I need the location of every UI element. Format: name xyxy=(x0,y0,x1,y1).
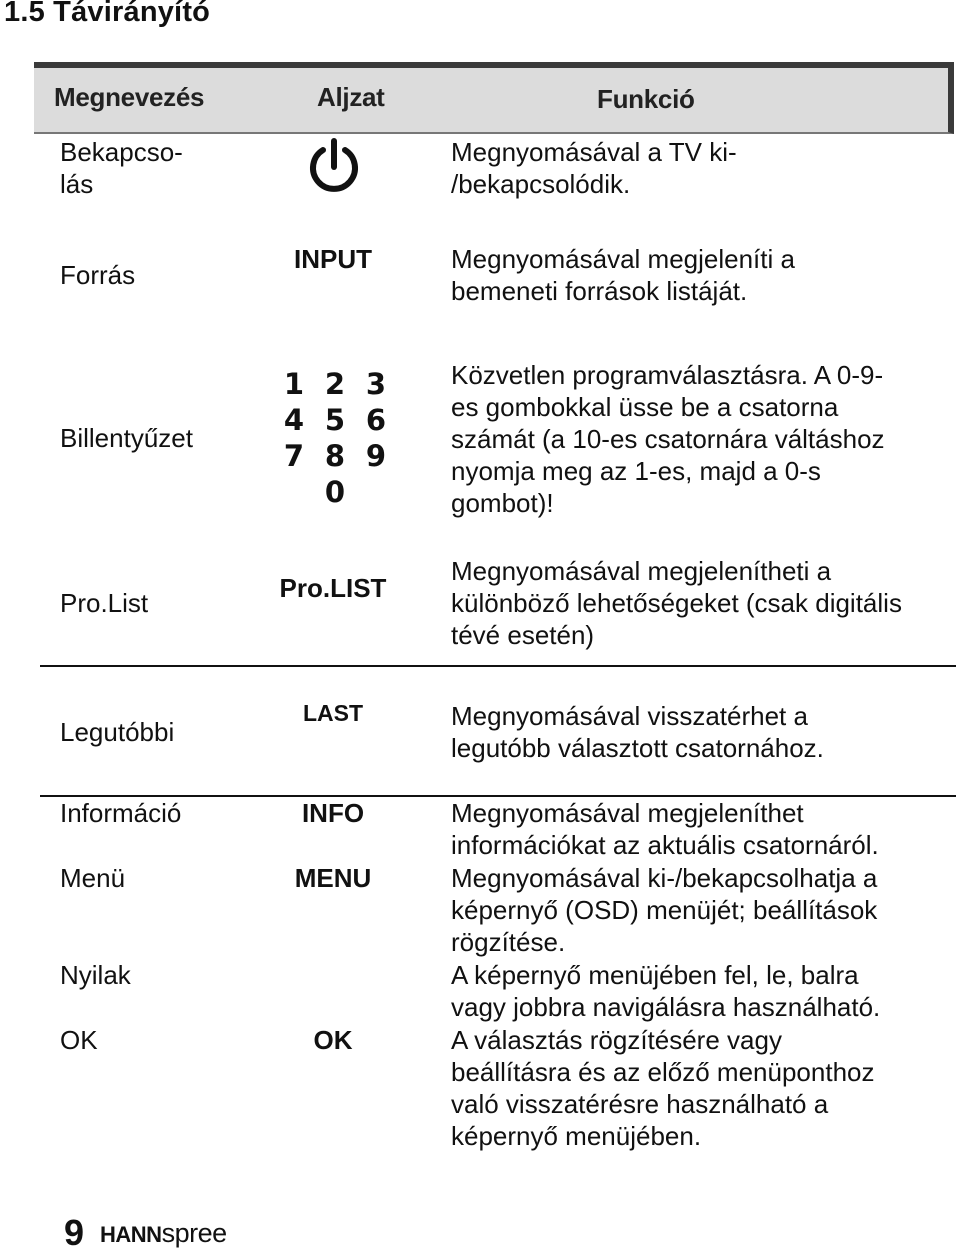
keypad-icon xyxy=(279,366,391,510)
row-name-source: Forrás xyxy=(60,260,136,290)
function-line: képernyő (OSD) menüjét; beállítások xyxy=(451,895,878,925)
key-3: 3 xyxy=(365,367,387,401)
row-name-arrows: Nyilak xyxy=(60,960,131,990)
row-name-line: lás xyxy=(60,169,94,199)
function-line: tévé esetén) xyxy=(451,620,595,650)
row-function-source xyxy=(451,243,795,307)
row-divider xyxy=(40,665,956,667)
row-function-info xyxy=(451,797,879,861)
row-function-power xyxy=(451,136,737,200)
power-icon xyxy=(306,137,362,197)
last-key-label: LAST xyxy=(302,700,364,726)
function-line: információkat az aktuális csatornáról. xyxy=(451,830,879,860)
row-name-keypad: Billentyűzet xyxy=(60,423,193,453)
prolist-key-label: Pro.LIST xyxy=(279,573,387,603)
row-function-ok xyxy=(451,1024,875,1152)
function-line: A választás rögzítésére vagy xyxy=(451,1025,782,1055)
function-line: /bekapcsolódik. xyxy=(451,169,631,199)
page-number: 9 xyxy=(64,1212,85,1253)
section-title: 1.5 Távirányító xyxy=(4,0,211,28)
function-line: Megnyomásával megjeleníthet xyxy=(451,798,804,828)
row-function-arrows xyxy=(451,959,880,1023)
header-name: Megnevezés xyxy=(54,82,205,112)
info-key-label: INFO xyxy=(301,798,365,828)
row-name-menu: Menü xyxy=(60,863,126,893)
row-name-last: Legutóbbi xyxy=(60,717,175,747)
row-function-keypad xyxy=(451,359,885,519)
row-name-ok: OK xyxy=(60,1025,98,1055)
function-line: Megnyomásával visszatérhet a xyxy=(451,701,808,731)
function-line: gombot)! xyxy=(451,488,554,518)
function-line: nyomja meg az 1-es, majd a 0-s xyxy=(451,456,821,486)
row-function-menu xyxy=(451,862,877,958)
row-name-power xyxy=(60,136,183,200)
function-line: es gombokkal üsse be a csatorna xyxy=(451,392,839,422)
key-6: 6 xyxy=(365,403,387,437)
function-line: Megnyomásával ki-/bekapcsolhatja a xyxy=(451,863,878,893)
row-name-prolist: Pro.List xyxy=(60,588,149,618)
menu-key-label: MENU xyxy=(294,863,372,893)
function-line: legutóbb választott csatornához. xyxy=(451,733,824,763)
function-line: különböző lehetőségeket (csak digitális xyxy=(451,588,902,618)
function-line: Közvetlen programválasztásra. A 0-9- xyxy=(451,360,884,390)
input-key-label: INPUT xyxy=(294,244,372,274)
row-function-last xyxy=(451,700,824,764)
row-name-info: Információ xyxy=(60,798,182,828)
function-line: A képernyő menüjében fel, le, balra xyxy=(451,960,859,990)
function-line: rögzítése. xyxy=(451,927,566,957)
function-line: számát (a 10-es csatornára váltáshoz xyxy=(451,424,885,454)
row-name-line: Bekapcso- xyxy=(60,137,183,167)
key-1: 1 xyxy=(283,367,305,401)
key-9: 9 xyxy=(365,439,387,473)
key-4: 4 xyxy=(283,403,305,437)
function-line: bemeneti források listáját. xyxy=(451,276,748,306)
brand-logo xyxy=(100,1216,250,1248)
header-socket: Aljzat xyxy=(317,82,385,112)
function-line: Megnyomásával megjelenítheti a xyxy=(451,556,832,586)
svg-text:HANNspree: HANNspree xyxy=(100,1218,227,1248)
key-2: 2 xyxy=(324,367,346,401)
key-5: 5 xyxy=(324,403,346,437)
function-line: Megnyomásával a TV ki- xyxy=(451,137,737,167)
function-line: Megnyomásával megjeleníti a xyxy=(451,244,795,274)
row-function-prolist xyxy=(451,555,902,651)
function-line: képernyő menüjében. xyxy=(451,1121,702,1151)
function-line: való visszatérésre használható a xyxy=(451,1089,829,1119)
header-function: Funkció xyxy=(597,84,695,114)
function-line: vagy jobbra navigálásra használható. xyxy=(451,992,881,1022)
key-7: 7 xyxy=(283,439,305,473)
key-0: 0 xyxy=(324,475,346,509)
ok-key-label: OK xyxy=(313,1025,353,1055)
key-8: 8 xyxy=(324,439,346,473)
function-line: beállításra és az előző menüponthoz xyxy=(451,1057,875,1087)
